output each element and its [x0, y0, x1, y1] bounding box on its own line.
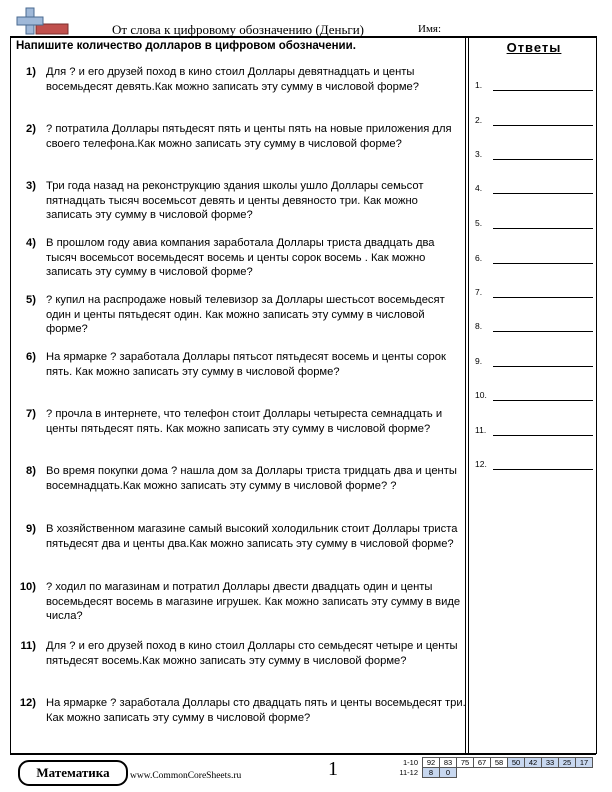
question-text: ? купил на распродаже новый телевизор за Доллары шестьсот восемьдесят один и центы пятьдесят один. Как можно записать эту сумму в числовой форме?	[46, 294, 445, 335]
question-text: ? ходил по магазинам и потратил Доллары двести двадцать один и центы восемьдесят восемь в магазине игрушек. Как можно записать эту сумму в виде числа?	[46, 581, 461, 622]
score-row-label: 1-10	[402, 758, 418, 767]
answer-line-2[interactable]	[475, 115, 593, 127]
score-cell: 42	[525, 758, 542, 768]
answer-line-10[interactable]	[475, 390, 593, 402]
answer-line-9[interactable]	[475, 356, 593, 368]
question-number: 12)	[19, 697, 36, 709]
answer-line-7[interactable]	[475, 287, 593, 299]
score-cell: 50	[508, 758, 525, 768]
score-cell: 75	[457, 758, 474, 768]
instructions: Напишите количество долларов в цифровом обозначении.	[16, 40, 356, 52]
answer-line-4[interactable]	[475, 183, 593, 195]
question-number: 6)	[26, 351, 36, 363]
question-number: 2)	[26, 123, 36, 135]
score-table	[395, 757, 593, 778]
answer-number: 11.	[475, 425, 487, 435]
question-number: 11)	[20, 640, 36, 652]
frame-left-rule	[10, 36, 11, 754]
answer-number: 7.	[475, 287, 483, 297]
question-text: На ярмарке ? заработала Доллары сто двадцать пять и центы восемьдесят три. Как можно записать эту сумму в числовой форме?	[46, 697, 466, 724]
answer-number: 3.	[475, 149, 483, 159]
question-number: 4)	[26, 237, 36, 249]
page-number: 1	[328, 758, 338, 780]
answer-number: 9.	[475, 356, 483, 366]
question-text: ? прочла в интернете, что телефон стоит Доллары четыреста семнадцать и центы пятьдесят пять. Как можно записать эту сумму в числовой форме?	[46, 408, 443, 435]
answer-number: 8.	[475, 321, 483, 331]
answer-number: 10.	[475, 390, 487, 400]
answer-line-5[interactable]	[475, 218, 593, 230]
subject-badge: Математика	[18, 760, 128, 786]
frame-right-rule	[596, 36, 597, 754]
answer-line-1[interactable]	[475, 80, 593, 92]
question-text: Для ? и его друзей поход в кино стоил Доллары сто семьдесят четыре и центы пятьдесят восемь.Как можно записать эту сумму в числовой форме?	[46, 640, 458, 667]
question-text: ? потратила Доллары пятьдесят пять и центы пять на новые приложения для своего телефона.Как можно записать эту сумму в числовой форме?	[46, 123, 452, 150]
question-number: 7)	[26, 408, 36, 420]
name-label: Имя:	[418, 23, 442, 35]
answer-number: 5.	[475, 218, 483, 228]
question-text: Во время покупки дома ? нашла дом за Доллары триста тридцать два и центы восемнадцать.Как можно записать эту сумму в числовой форме? ?	[46, 465, 457, 492]
answer-number: 4.	[475, 183, 483, 193]
frame-bottom-rule	[10, 753, 596, 755]
score-cell: 17	[576, 758, 593, 768]
answer-number: 6.	[475, 253, 483, 263]
score-cell: 25	[559, 758, 576, 768]
score-cell: 92	[423, 758, 440, 768]
score-cell: 58	[491, 758, 508, 768]
question-number: 10)	[19, 581, 36, 593]
plus-logo-icon	[16, 6, 70, 36]
score-cell: 8	[423, 768, 440, 778]
question-number: 3)	[26, 180, 36, 192]
answer-number: 2.	[475, 115, 483, 125]
question-text: В хозяйственном магазине самый высокий холодильник стоит Доллары триста пятьдесят два и центы два.Как можно записать эту сумму в числовой форме?	[46, 523, 458, 550]
answer-line-12[interactable]	[475, 459, 593, 471]
question-number: 9)	[26, 523, 36, 535]
answer-divider-inner	[468, 36, 469, 754]
question-text: На ярмарке ? заработала Доллары пятьсот пятьдесят восемь и центы сорок пять. Как можно записать эту сумму в числовой форме?	[46, 351, 446, 378]
site-url: www.CommonCoreSheets.ru	[130, 771, 242, 781]
score-cell: 0	[440, 768, 457, 778]
answer-line-3[interactable]	[475, 149, 593, 161]
frame-top-rule	[10, 36, 596, 38]
answer-line-6[interactable]	[475, 253, 593, 265]
worksheet-title: От слова к цифровому обозначению (Деньги)	[112, 22, 365, 37]
score-row-label: 11-12	[399, 768, 418, 777]
answer-line-8[interactable]	[475, 321, 593, 333]
score-cell: 83	[440, 758, 457, 768]
answer-line-11[interactable]	[475, 425, 593, 437]
answer-number: 1.	[475, 80, 483, 90]
answers-title: Ответы	[506, 40, 562, 55]
question-text: В прошлом году авиа компания заработала Доллары триста двадцать два тысяч восемьсот восемьдесят восемь и центы сорок восемь . Как можно записать эту сумму в числовой форме?	[46, 237, 435, 278]
question-text: Три года назад на реконструкцию здания школы ушло Доллары семьсот пятнадцать тысяч восемьсот девять и центы девяносто три. Как можно записать эту сумму в числовой форме?	[46, 180, 424, 221]
question-number: 8)	[26, 465, 36, 477]
question-text: Для ? и его друзей поход в кино стоил Доллары девятнадцать и центы восемьдесят девять.Как можно записать эту сумму в числовой форме?	[46, 66, 419, 93]
answer-number: 12.	[475, 459, 487, 469]
score-cell: 33	[542, 758, 559, 768]
question-number: 1)	[26, 66, 36, 78]
question-number: 5)	[26, 294, 36, 306]
score-cell: 67	[474, 758, 491, 768]
